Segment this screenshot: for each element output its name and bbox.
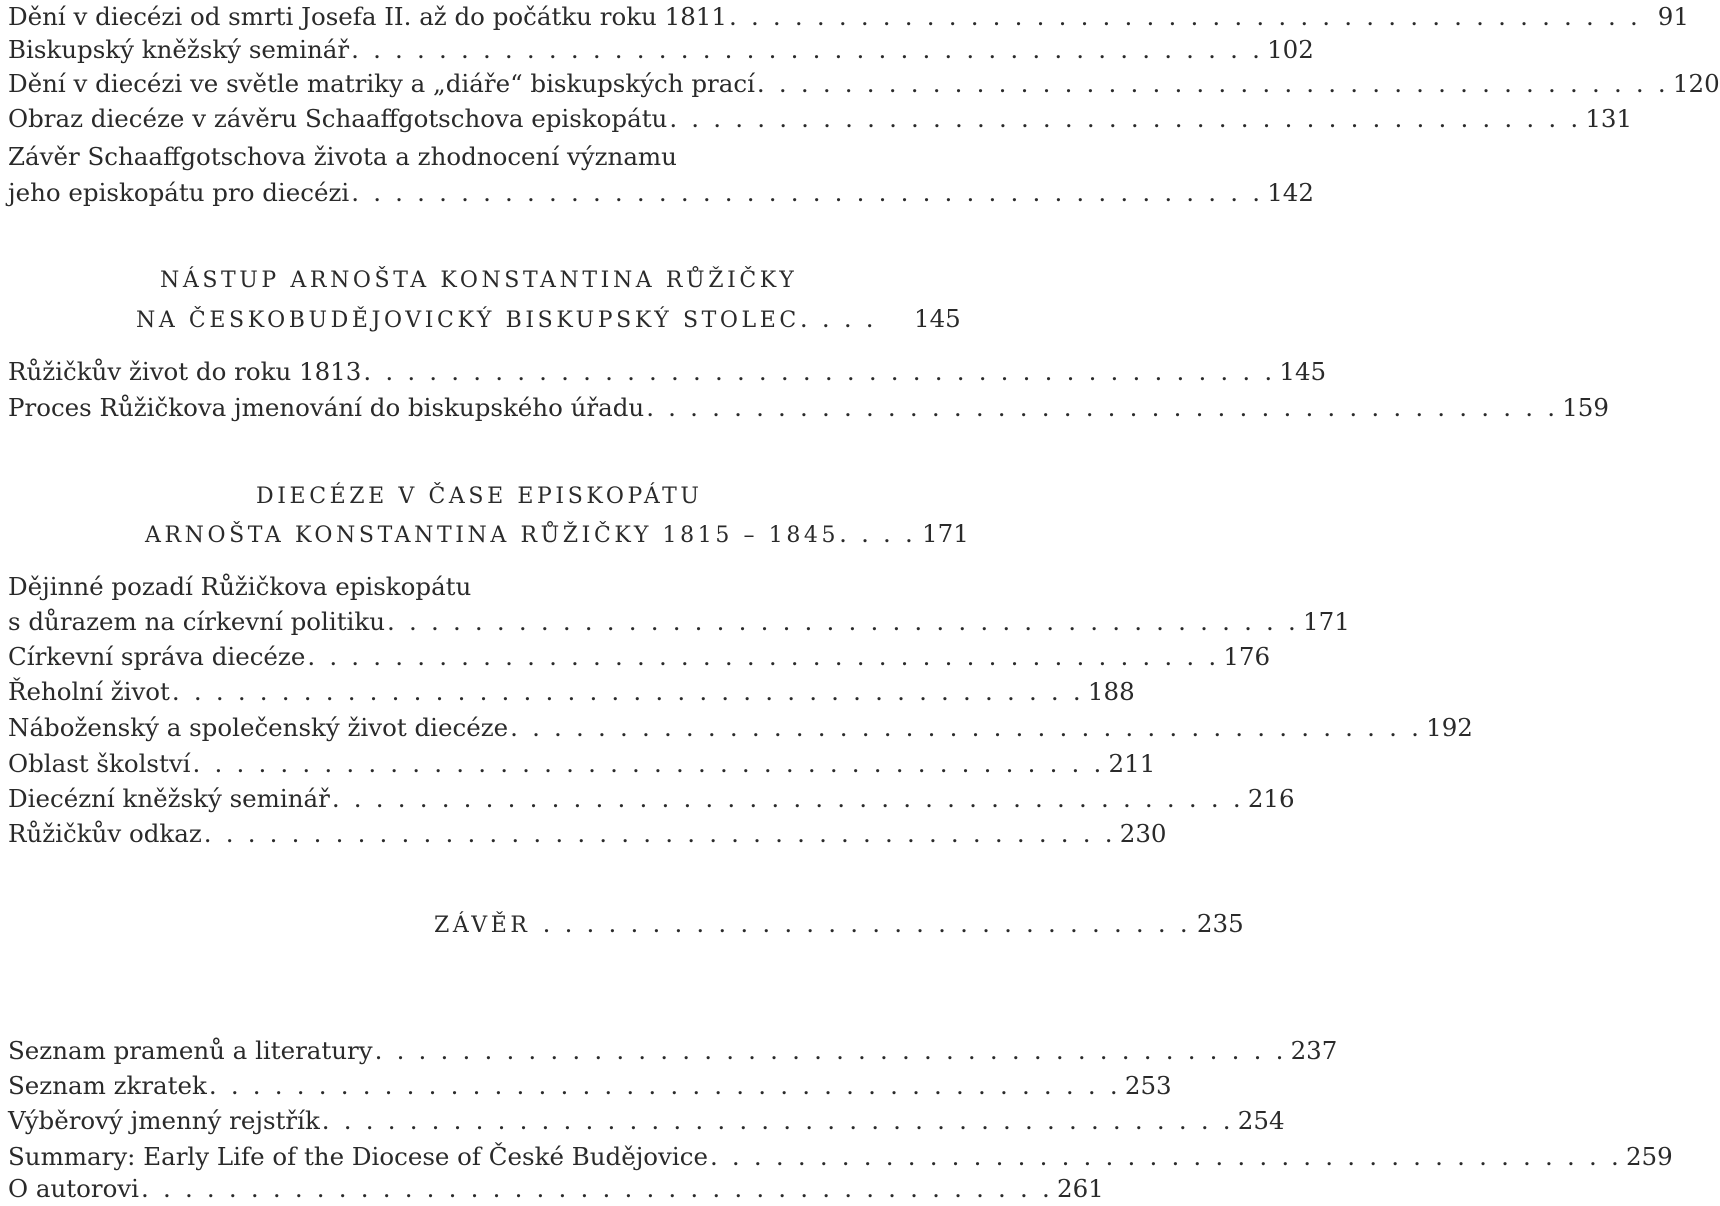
toc-entry-page: 261 — [1057, 1174, 1104, 1203]
toc-entry-title: Církevní správa diecéze — [8, 642, 306, 671]
conclusion-heading: ZÁVĚR — [434, 913, 531, 938]
toc-entry-title: Proces Růžičkova jmenování do biskupského úřadu — [8, 393, 645, 422]
toc-entry — [8, 355, 1327, 389]
toc-entry — [8, 67, 1720, 101]
toc-entry-page: 176 — [1223, 642, 1271, 671]
toc-entry-title: Řeholní život — [8, 677, 170, 706]
toc-entry — [8, 1034, 1338, 1068]
toc-entry-title: Seznam zkratek — [8, 1071, 207, 1100]
dot-leader: . . . . . . . . . . . . . . . . . . . . . . . . . . . . . . . . . . . . . . . . . . — [510, 713, 1423, 742]
dot-leader: . . . . . . . . . . . . . . . . . . . . . . . . . . . . . . — [542, 909, 1191, 938]
dot-leader: . . . . . . . . . . . . . . . . . . . . . . . . . . . . . . . . . . . . . . . . . . — [728, 2, 1641, 31]
toc-entry — [8, 391, 1609, 425]
section-heading: ARNOŠTA KONSTANTINA RŮŽIČKY 1815 – 1845 — [145, 523, 840, 548]
toc-entry — [8, 176, 1314, 210]
toc-entry-page: 192 — [1426, 713, 1473, 742]
dot-leader: . . . . . . . . . . . . . . . . . . . . . . . . . . . . . . . . . . . . . . . . . . — [709, 1142, 1622, 1171]
dot-leader: . . . . . . . . . . . . . . . . . . . . . . . . . . . . . . . . . . . . . . . . . . — [171, 677, 1084, 706]
toc-entry-title: Obraz diecéze v závěru Schaaffgotschova episkopátu — [8, 104, 668, 133]
toc-entry — [8, 1069, 1172, 1103]
dot-leader: . . . . . . . . . . . . . . . . . . . . . . . . . . . . . . . . . . . . . . . . . . — [321, 1106, 1234, 1135]
toc-entry-page: 142 — [1267, 178, 1314, 207]
toc-entry — [8, 747, 1156, 781]
dot-leader: . . . . . . . . . . . . . . . . . . . . . . . . . . . . . . . . . . . . . . . . . . — [192, 749, 1105, 778]
conclusion-line — [434, 907, 1244, 941]
toc-entry-page: 188 — [1087, 677, 1135, 706]
toc-entry — [8, 817, 1167, 851]
toc-entry — [8, 1140, 1673, 1174]
toc-entry — [8, 675, 1135, 709]
toc-entry — [8, 33, 1314, 67]
toc-entry-page: 91 — [1657, 2, 1689, 31]
toc-entry — [8, 102, 1633, 136]
toc-entry-page: 145 — [1279, 357, 1327, 386]
section-heading-page: 171 — [922, 519, 969, 548]
toc-entry-title: Dění v diecézi ve světle matriky a „diáře“ biskupských prací — [8, 69, 755, 98]
toc-entry-title: Růžičkův život do roku 1813 — [8, 357, 362, 386]
toc-entry-page: 237 — [1290, 1036, 1338, 1065]
toc-entry — [8, 140, 958, 174]
toc-entry — [8, 640, 1271, 674]
dot-leader: . . . . . . . . . . . . . . . . . . . . . . . . . . . . . . . . . . . . . . . . . . — [374, 1036, 1287, 1065]
dot-leader: . . . . . . . . . . . . . . . . . . . . . . . . . . . . . . . . . . . . . . . . . . — [646, 393, 1559, 422]
toc-entry-title: Výběrový jmenný rejstřík — [8, 1106, 320, 1135]
dot-leader: . . . . . . . . . . . . . . . . . . . . . . . . . . . . . . . . . . . . . . . . . . — [141, 1174, 1053, 1203]
toc-entry-page: 230 — [1119, 819, 1167, 848]
dot-leader: . . . . — [839, 519, 917, 548]
toc-entry-title: Diecézní kněžský seminář — [8, 784, 330, 813]
section-heading-line — [136, 302, 961, 336]
toc-entry-title: Závěr Schaaffgotschova života a zhodnocení významu — [8, 142, 677, 171]
toc-entry-title: s důrazem na církevní politiku — [8, 607, 386, 636]
toc-entry-page: 131 — [1585, 104, 1633, 133]
toc-entry — [8, 570, 958, 604]
dot-leader: . . . . . . . . . . . . . . . . . . . . . . . . . . . . . . . . . . . . . . . . . . — [387, 607, 1300, 636]
toc-entry-page: 254 — [1237, 1106, 1285, 1135]
toc-entry — [8, 711, 1473, 745]
toc-entry-page: 216 — [1247, 784, 1295, 813]
dot-leader: . . . . . . . . . . . . . . . . . . . . . . . . . . . . . . . . . . . . . . . . . . — [331, 784, 1244, 813]
toc-entry-page: 159 — [1562, 393, 1609, 422]
dot-leader: . . . . — [799, 304, 877, 333]
toc-entry-page: 211 — [1108, 749, 1156, 778]
toc-entry-title: Seznam pramenů a literatury — [8, 1036, 373, 1065]
conclusion-page: 235 — [1196, 909, 1244, 938]
toc-entry-title: Dění v diecézi od smrti Josefa II. až do počátku roku 1811 — [8, 2, 727, 31]
toc-entry-title: Náboženský a společenský život diecéze — [8, 713, 509, 742]
dot-leader: . . . . . . . . . . . . . . . . . . . . . . . . . . . . . . . . . . . . . . . . . . — [307, 642, 1220, 671]
toc-entry-page: 171 — [1303, 607, 1350, 636]
toc-entry-title: jeho episkopátu pro diecézi — [8, 178, 350, 207]
toc-entry — [8, 782, 1295, 816]
toc-entry — [8, 1104, 1285, 1138]
toc-entry-title: Biskupský kněžský seminář — [8, 35, 350, 64]
toc-entry-page: 259 — [1625, 1142, 1673, 1171]
toc-entry-title: Oblast školství — [8, 749, 191, 778]
dot-leader: . . . . . . . . . . . . . . . . . . . . . . . . . . . . . . . . . . . . . . . . . . — [203, 819, 1116, 848]
section-heading: NÁSTUP ARNOŠTA KONSTANTINA RŮŽIČKY — [160, 268, 798, 293]
toc-entry — [8, 1172, 1104, 1206]
dot-leader: . . . . . . . . . . . . . . . . . . . . . . . . . . . . . . . . . . . . . . . . . . — [756, 69, 1669, 98]
section-heading-line — [145, 517, 969, 551]
toc-entry — [8, 605, 1350, 639]
toc-entry-page: 253 — [1124, 1071, 1172, 1100]
toc-entry-title: Růžičkův odkaz — [8, 819, 202, 848]
dot-leader: . . . . . . . . . . . . . . . . . . . . . . . . . . . . . . . . . . . . . . . . . . — [351, 178, 1264, 207]
dot-leader: . . . . . . . . . . . . . . . . . . . . . . . . . . . . . . . . . . . . . . . . . . — [351, 35, 1264, 64]
toc-entry — [8, 0, 1689, 34]
section-heading: DIECÉZE V ČASE EPISKOPÁTU — [256, 484, 703, 509]
toc-entry-page: 120 — [1672, 69, 1720, 98]
toc-entry-title: Summary: Early Life of the Diocese of České Budějovice — [8, 1142, 708, 1171]
section-heading: NA ČESKOBUDĚJOVICKÝ BISKUPSKÝ STOLEC — [136, 308, 800, 333]
dot-leader: . . . . . . . . . . . . . . . . . . . . . . . . . . . . . . . . . . . . . . . . . . — [363, 357, 1276, 386]
toc-entry-page: 102 — [1267, 35, 1314, 64]
section-heading-page: 145 — [914, 304, 961, 333]
toc-entry-title: Dějinné pozadí Růžičkova episkopátu — [8, 572, 472, 601]
dot-leader: . . . . . . . . . . . . . . . . . . . . . . . . . . . . . . . . . . . . . . . . . . — [669, 104, 1582, 133]
toc-entry-title: O autorovi — [8, 1174, 139, 1203]
dot-leader: . . . . . . . . . . . . . . . . . . . . . . . . . . . . . . . . . . . . . . . . . . — [208, 1071, 1121, 1100]
